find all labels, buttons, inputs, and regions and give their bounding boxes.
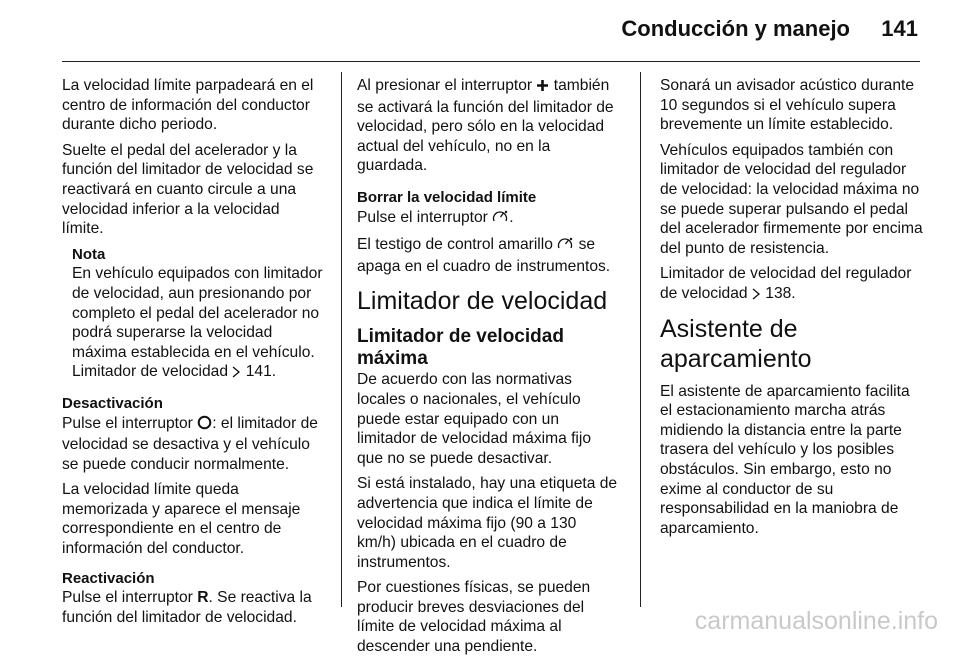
paragraph: Vehículos equipados también con limitador de velocidad del regulador de velocidad: la velocidad máxima no se puede superar pulsando el pedal del acelerador firmemente por encima del punto de resistencia. (660, 141, 923, 257)
paragraph: La velocidad límite parpadeará en el centro de información del conductor durante dicho periodo. (62, 77, 314, 134)
subheading-reactivacion: Reactivación (62, 569, 155, 587)
paragraph: El testigo de control amarillo se apaga en el cuadro de instrumentos. (357, 236, 611, 275)
page-reference: 141. (245, 363, 277, 381)
plus-icon (536, 78, 549, 98)
arrow-ref-icon (232, 364, 241, 384)
key-r: R (197, 589, 209, 607)
note-box (72, 245, 324, 384)
paragraph: Si está instalado, hay una etiqueta de advertencia que indica el límite de velocidad máxima fijo (90 a 130 km/h) ubicada en el cuadro de instrumentos. (357, 475, 618, 571)
subheading-borrar: Borrar la velocidad límite (357, 188, 537, 206)
column-2 (357, 76, 619, 663)
arrow-ref-icon (752, 286, 761, 306)
paragraph: La velocidad límite queda memorizada y aparece el mensaje correspondiente en el centro de información del conductor. (62, 481, 301, 558)
paragraph: Pulse el interruptor . (357, 208, 619, 230)
cancel-circle-icon (197, 415, 212, 436)
header-divider (62, 61, 920, 62)
paragraph: Por cuestiones físicas, se pueden producir breves desviaciones del límite de velocidad máxima al descender una pendiente. (357, 579, 591, 656)
paragraph: Al presionar el interruptor también se activará la función del limitador de velocidad, pero sólo en la velocidad actual del vehículo, no en la guardada. (357, 77, 614, 175)
page-reference: 138. (765, 284, 796, 302)
column-divider-1 (341, 72, 342, 607)
note-title: Nota (72, 245, 106, 263)
paragraph: Suelte el pedal del acelerador y la función del limitador de velocidad se reactivará en cuanto circule a una velocidad inferior a la velocidad límite. (62, 141, 314, 238)
column-1 (62, 76, 324, 633)
paragraph: Pulse el interruptor R. Se reactiva la función del limitador de velocidad. (62, 589, 312, 626)
paragraph: Pulse el interruptor : el limitador de velocidad se desactiva y el vehículo se puede conducir normalmente. (62, 414, 318, 473)
cruise-limiter-icon (557, 236, 574, 257)
note-text: En vehículo equipados con limitador de velocidad, aun presionando por completo el pedal del acelerador no podrá superarse la velocidad máxima establecida en el vehículo. Limitador de velocidad 141. (72, 264, 324, 384)
section-title: Conducción y manejo (621, 16, 850, 41)
subheading-desactivacion: Desactivación (62, 394, 163, 412)
column-divider-2 (640, 72, 641, 607)
paragraph: Limitador de velocidad del regulador de velocidad 138. (660, 264, 924, 305)
paragraph: De acuerdo con las normativas locales o nacionales, el vehículo puede estar equipado con un limitador de velocidad máxima fijo que no se puede desactivar. (357, 371, 592, 467)
paragraph: El asistente de aparcamiento facilita el estacionamiento marcha atrás midiendo la distancia entre la parte trasera del vehículo y los posibles obstáculos. Sin embargo, esto no exime al conductor de su responsabilidad en la maniobra de aparcamiento. (660, 382, 910, 537)
watermark: carmanualsonline.info (694, 607, 938, 635)
paragraph: Sonará un avisador acústico durante 10 segundos si el vehículo supera brevemente un límite establecido. (660, 77, 914, 134)
heading-limitador: Limitador de velocidad (357, 287, 608, 316)
page-header (0, 0, 960, 62)
page-number: 141 (881, 16, 918, 41)
column-3 (660, 76, 924, 544)
heading-limitador-maxima: Limitador de velocidad máxima (357, 326, 564, 370)
heading-asistente: Asistente de aparcamiento (660, 314, 812, 373)
cruise-limiter-icon (492, 209, 509, 230)
